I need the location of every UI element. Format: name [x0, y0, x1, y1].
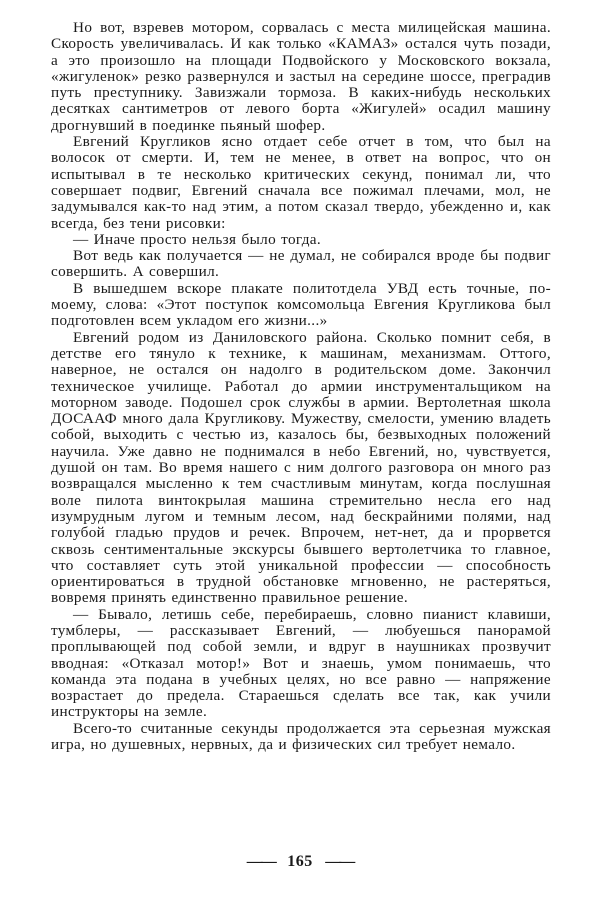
page-number: 165: [287, 853, 313, 870]
paragraph: Евгений родом из Даниловского района. Сколько помнит себя, в детстве его тянуло к технике, к машинам, механизмам. Оттого, наверное, не остался он надолго в родительском доме. Закончил техническое училище. Работал до армии инструментальщиком на моторном заводе. Подошел срок службы в армии. Вертолетная школа ДОСААФ много дала Кругликову. Мужеству, смелости, умению владеть собой, выходить с честью из, казалось бы, безвыходных положений научила. Уже давно не поднимался в небо Евгений, но, чувствуется, душой он там. Во время нашего с ним долгого разговора он много раз возвращался мысленно к тем счастливым минутам, когда послушная воле пилота винтокрылая машина стремительно несла его над изумрудным лугом и темным лесом, над бескрайними полями, над голубой гладью прудов и речек. Впрочем, нет-нет, да и прорвется сквозь сентиментальные экскурсы бывшего вертолетчика то главное, что составляет суть этой уникальной профессии — способность ориентироваться в трудной обстановке мгновенно, не растеряться, вовремя принять единственно правильное решение.: [51, 328, 551, 607]
paragraph: — Бывало, летишь себе, перебираешь, словно пианист клавиши, тумблеры, — рассказывает Евгений, — любуешься панорамой проплывающей под собой земли, и вдруг в наушниках прозвучит вводная: «Отказал мотор!» Вот и знаешь, умом понимаешь, что команда эта подана в учебных целях, но все равно — напряжение возрастает до предела. Стараешься сделать все так, как учили инструкторы на земле.: [51, 605, 551, 721]
page-body: [51, 20, 551, 753]
page-number-dash-left: ——: [246, 853, 275, 870]
paragraph: Вот ведь как получается — не думал, не собирался вроде бы подвиг совершить. А совершил.: [51, 247, 551, 281]
page-number-footer: [0, 853, 600, 871]
page-number-dash-right: ——: [325, 853, 354, 870]
paragraph: В вышедшем вскоре плакате политотдела УВД есть точные, по-моему, слова: «Этот поступок комсомольца Евгения Кругликова был подготовлен всем укладом его жизни...»: [51, 279, 551, 330]
paragraph: Евгений Кругликов ясно отдает себе отчет в том, что был на волосок от смерти. И, тем не менее, в ответ на вопрос, что он испытывал в те несколько критических секунд, понимал ли, что совершает подвиг, Евгений сначала все пожимал плечами, мол, не задумывался как-то над этим, а потом сказал твердо, убежденно и, как всегда, без тени рисовки:: [51, 133, 551, 232]
paragraph: Всего-то считанные секунды продолжается эта серьезная мужская игра, но душевных, нервных, да и физических сил требует немало.: [51, 719, 551, 754]
paragraph: — Иначе просто нельзя было тогда.: [73, 230, 322, 248]
paragraph: Но вот, взревев мотором, сорвалась с места милицейская машина. Скорость увеличивалась. И как только «КАМАЗ» остался чуть позади, а это произошло на площади Подвойского у Московского вокзала, «жигуленок» резко развернулся и застыл на середине шоссе, преградив путь преступнику. Завизжали тормоза. В каких-нибудь нескольких десятках сантиметров от левого борта «Жигулей» осадил машину дрогнувший в поединке пьяный шофер.: [51, 19, 551, 134]
